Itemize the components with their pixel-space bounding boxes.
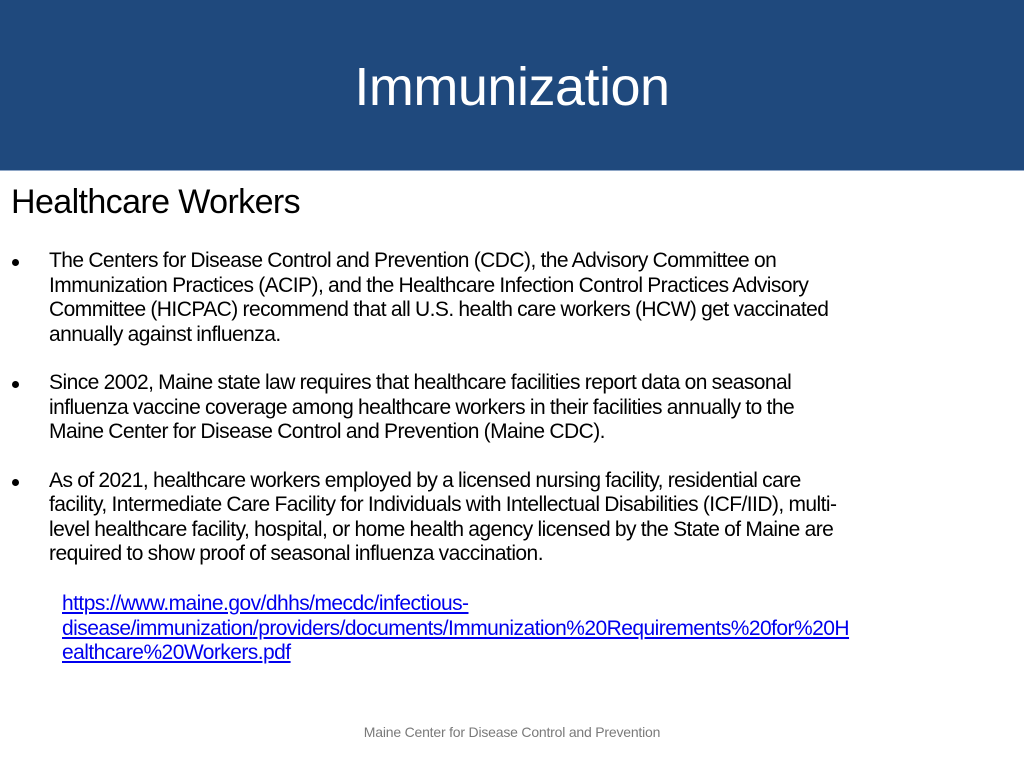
bullet-dot-icon [12,381,19,388]
bullet-item-state-law [10,371,1020,445]
link-line[interactable]: ealthcare%20Workers.pdf [62,641,291,664]
bullet-line: annually against influenza. [49,322,281,346]
requirements-pdf-link[interactable] [62,592,1022,666]
bullet-line: required to show proof of seasonal influenza vaccination. [49,542,543,565]
bullet-line: As of 2021, healthcare workers employed by a licensed nursing facility, residential care [49,468,801,492]
bullet-list [10,249,1020,591]
bullet-item-cdc-recommendation [10,249,1020,347]
section-heading: Healthcare Workers [11,183,301,221]
bullet-line: Committee (HICPAC) recommend that all U.S. health care workers (HCW) get vaccinated [49,298,829,321]
bullet-dot-icon [12,479,19,486]
bullet-dot-icon [12,259,19,266]
link-line[interactable]: https://www.maine.gov/dhhs/mecdc/infectious- [62,592,469,615]
bullet-line: Since 2002, Maine state law requires that healthcare facilities report data on seasonal [49,371,792,394]
bullet-line: Immunization Practices (ACIP), and the Healthcare Infection Control Practices Advisory [49,273,809,297]
bullet-line: level healthcare facility, hospital, or home health agency licensed by the State of Maine are [49,517,834,541]
bullet-line: facility, Intermediate Care Facility for Individuals with Intellectual Disabilities (ICF/IID), multi- [49,493,837,516]
bullet-line: Maine Center for Disease Control and Prevention (Maine CDC). [49,420,605,443]
bullet-line: The Centers for Disease Control and Prevention (CDC), the Advisory Committee on [49,249,777,272]
slide-title: Immunization [354,57,670,117]
title-banner [0,0,1024,171]
bullet-item-2021-requirement [10,469,1020,567]
link-line[interactable]: disease/immunization/providers/documents/Immunization%20Requirements%20for%20H [62,616,850,640]
footer-organization: Maine Center for Disease Control and Prevention [363,724,661,740]
bullet-line: influenza vaccine coverage among healthcare workers in their facilities annually to the [49,395,795,419]
